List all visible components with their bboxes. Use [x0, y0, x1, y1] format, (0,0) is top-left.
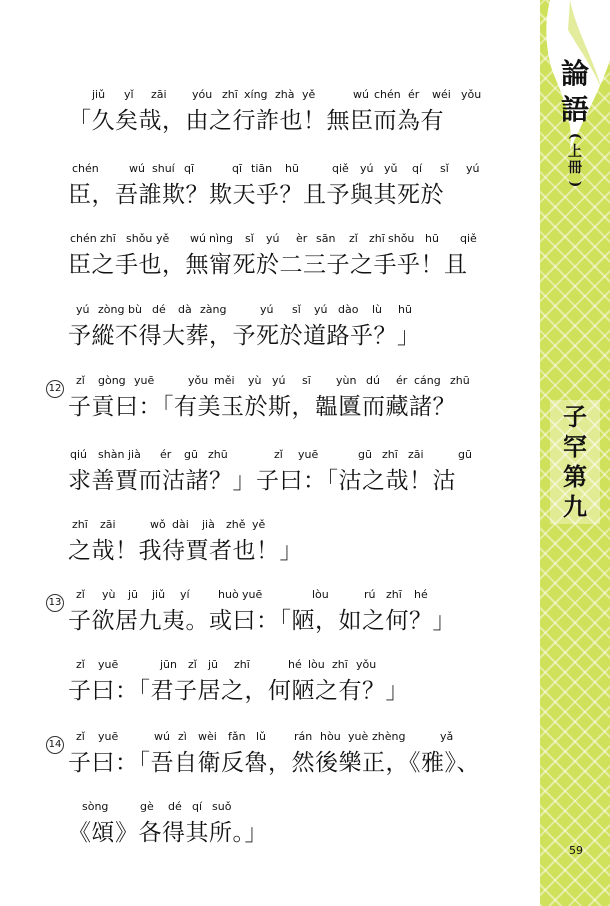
text-line-7 [68, 518, 528, 566]
pinyin-row: zhī zāi wǒ dài jià zhě yě [72, 518, 266, 531]
text-line-4 [68, 303, 528, 351]
hanzi-row: 子曰：「君子居之，何陋之有？」 [68, 678, 409, 704]
hanzi-row: 之哉！我待賈者也！」 [68, 538, 303, 564]
pinyin-row: jiǔ yǐ zāi yóu zhī xíng zhà yě wú chén ér wéi yǒu [92, 88, 482, 101]
text-line-5 [68, 374, 528, 422]
pinyin-row: sòng gè dé qí suǒ [82, 800, 232, 813]
text-line-9 [68, 658, 528, 706]
hanzi-row: 《頌》各得其所。」 [68, 820, 268, 846]
pinyin-row: zǐ gòng yuē yǒu měi yù yú sī yùn dú ér cáng zhū [76, 374, 470, 387]
pinyin-row: chén wú shuí qī qī tiān hū qiě yú yǔ qí sǐ yú [72, 162, 480, 175]
hanzi-row: 子曰：「吾自衛反魯，然後樂正，《雅》、 [68, 750, 480, 776]
volume-label: ( 上 冊 ) [567, 132, 583, 188]
hanzi-row: 「久矣哉，由之行詐也！無臣而為有 [68, 108, 444, 134]
pinyin-row: chén zhī shǒu yě wú nìng sǐ yú èr sān zǐ zhī shǒu hū qiě [70, 232, 477, 245]
text-line-1 [68, 88, 528, 136]
text-line-2 [68, 162, 528, 210]
chapter-title: 子 罕 第 九 [550, 400, 600, 524]
passage-number-14: 14 [46, 736, 64, 754]
hanzi-row: 臣之手也，無甯死於二三子之手乎！且 [68, 252, 468, 278]
text-line-6 [68, 448, 528, 496]
pinyin-row: qiú shàn jià ér gū zhū zǐ yuē gū zhī zāi gū [70, 448, 472, 461]
pinyin-row: zǐ yuē jūn zǐ jū zhī hé lòu zhī yǒu [76, 658, 377, 671]
page-number: 59 [569, 844, 583, 857]
book-title: 論 語 [560, 57, 589, 126]
hanzi-row: 子貢曰：「有美玉於斯，韞匵而藏諸？ [68, 394, 456, 420]
text-line-8 [68, 588, 528, 636]
pinyin-row: zǐ yù jū jiǔ yí huò yuē lòu rú zhī hé [76, 588, 428, 601]
hanzi-row: 子欲居九夷。或曰：「陋，如之何？」 [68, 608, 456, 634]
hanzi-row: 求善賈而沽諸？」子曰：「沽之哉！沽 [68, 468, 456, 494]
text-line-3 [68, 232, 528, 280]
text-line-11 [68, 800, 528, 848]
passage-number-12: 12 [46, 380, 64, 398]
pinyin-row: yú zòng bù dé dà zàng yú sǐ yú dào lù hū [76, 303, 412, 316]
hanzi-row: 臣，吾誰欺？欺天乎？且予與其死於 [68, 182, 444, 208]
passage-number-13: 13 [46, 594, 64, 612]
text-line-10 [68, 730, 528, 778]
hanzi-row: 予縱不得大葬，予死於道路乎？」 [68, 323, 421, 349]
pinyin-row: zǐ yuē wú zì wèi fǎn lǔ rán hòu yuè zhèng yǎ [76, 730, 454, 743]
